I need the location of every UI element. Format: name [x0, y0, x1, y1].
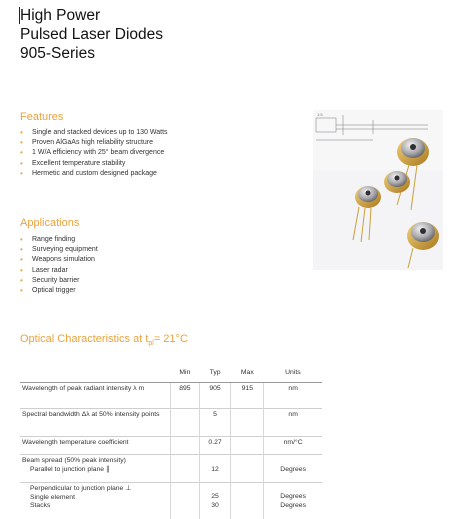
- param-cell: [20, 455, 171, 483]
- list-item: • Excellent temperature stability: [20, 159, 168, 169]
- col-typ-header: Typ: [199, 362, 231, 383]
- list-item: • Proven AlGaAs high reliability structure: [20, 138, 168, 148]
- col-units-header: Units: [264, 362, 322, 383]
- max-cell: [231, 483, 264, 519]
- title-line-2: Pulsed Laser Diodes: [20, 26, 164, 43]
- list-item: • 1 W/A efficiency with 25° beam divergence: [20, 148, 168, 158]
- param-cell: Spectral bandwidth Δλ at 50% intensity points: [20, 409, 171, 437]
- units-value: Degrees: [280, 501, 306, 509]
- optical-characteristics-heading: [20, 333, 188, 347]
- max-cell: 915: [231, 383, 264, 409]
- typ-cell: 12: [199, 455, 231, 483]
- param-header: [20, 362, 171, 383]
- list-item: • Security barrier: [20, 276, 98, 286]
- features-list: [20, 128, 168, 179]
- table-row: [20, 455, 322, 483]
- typ-cell: [199, 483, 231, 519]
- text-cursor: [19, 7, 20, 24]
- param-line: Beam spread (50% peak intensity): [22, 457, 126, 464]
- typ-cell: 5: [199, 409, 231, 437]
- heading-prefix: Optical Characteristics at t: [20, 333, 149, 345]
- optical-characteristics-table: [20, 362, 322, 519]
- min-cell: [171, 483, 200, 519]
- param-cell: [20, 483, 171, 519]
- features-heading: Features: [20, 111, 64, 123]
- max-cell: [231, 455, 264, 483]
- title-line-3: 905-Series: [20, 45, 95, 62]
- applications-heading: Applications: [20, 217, 80, 229]
- units-cell: [264, 483, 322, 519]
- min-cell: [171, 455, 200, 483]
- list-item: • Surveying equipment: [20, 245, 98, 255]
- units-cell: Degrees: [264, 455, 322, 483]
- list-item: • Single and stacked devices up to 130 Watts: [20, 128, 168, 138]
- min-cell: [171, 409, 200, 437]
- table-row: [20, 437, 322, 455]
- heading-subscript: pl: [148, 340, 154, 348]
- table-row: [20, 409, 322, 437]
- list-item: • Optical trigger: [20, 286, 98, 296]
- typ-value: 25: [211, 493, 219, 500]
- typ-value: 30: [211, 501, 219, 509]
- param-cell: Wavelength temperature coefficient: [20, 437, 171, 455]
- table-header-row: [20, 362, 322, 383]
- typ-cell: 0.27: [199, 437, 231, 455]
- typ-cell: 905: [199, 383, 231, 409]
- list-item: • Range finding: [20, 235, 98, 245]
- table-row: [20, 483, 322, 519]
- laser-diode-illustration: [313, 110, 443, 270]
- list-item: • Weapons simulation: [20, 255, 98, 265]
- title-line-1: High Power: [20, 7, 101, 24]
- laser-diode-package-photo: [313, 110, 443, 270]
- units-value: Degrees: [280, 493, 306, 500]
- col-min-header: Min: [171, 362, 200, 383]
- min-cell: 895: [171, 383, 200, 409]
- applications-list: [20, 235, 98, 296]
- param-cell: Wavelength of peak radiant intensity λ m: [20, 383, 171, 409]
- col-max-header: Max: [231, 362, 264, 383]
- drawing-label: 1:5: [317, 112, 323, 117]
- heading-suffix: = 21°C: [153, 333, 188, 345]
- param-line: Perpendicular to junction plane ⊥: [30, 485, 132, 492]
- param-subline: Single element: [30, 493, 75, 501]
- units-cell: nm: [264, 409, 322, 437]
- units-cell: nm: [264, 383, 322, 409]
- param-subline: Stacks: [30, 502, 51, 509]
- list-item: • Hermetic and custom designed package: [20, 169, 168, 179]
- units-cell: nm/°C: [264, 437, 322, 455]
- max-cell: [231, 409, 264, 437]
- page-title: [20, 6, 163, 63]
- min-cell: [171, 437, 200, 455]
- max-cell: [231, 437, 264, 455]
- list-item: • Laser radar: [20, 266, 98, 276]
- param-subline: Parallel to junction plane ∥: [30, 465, 110, 473]
- table-row: [20, 383, 322, 409]
